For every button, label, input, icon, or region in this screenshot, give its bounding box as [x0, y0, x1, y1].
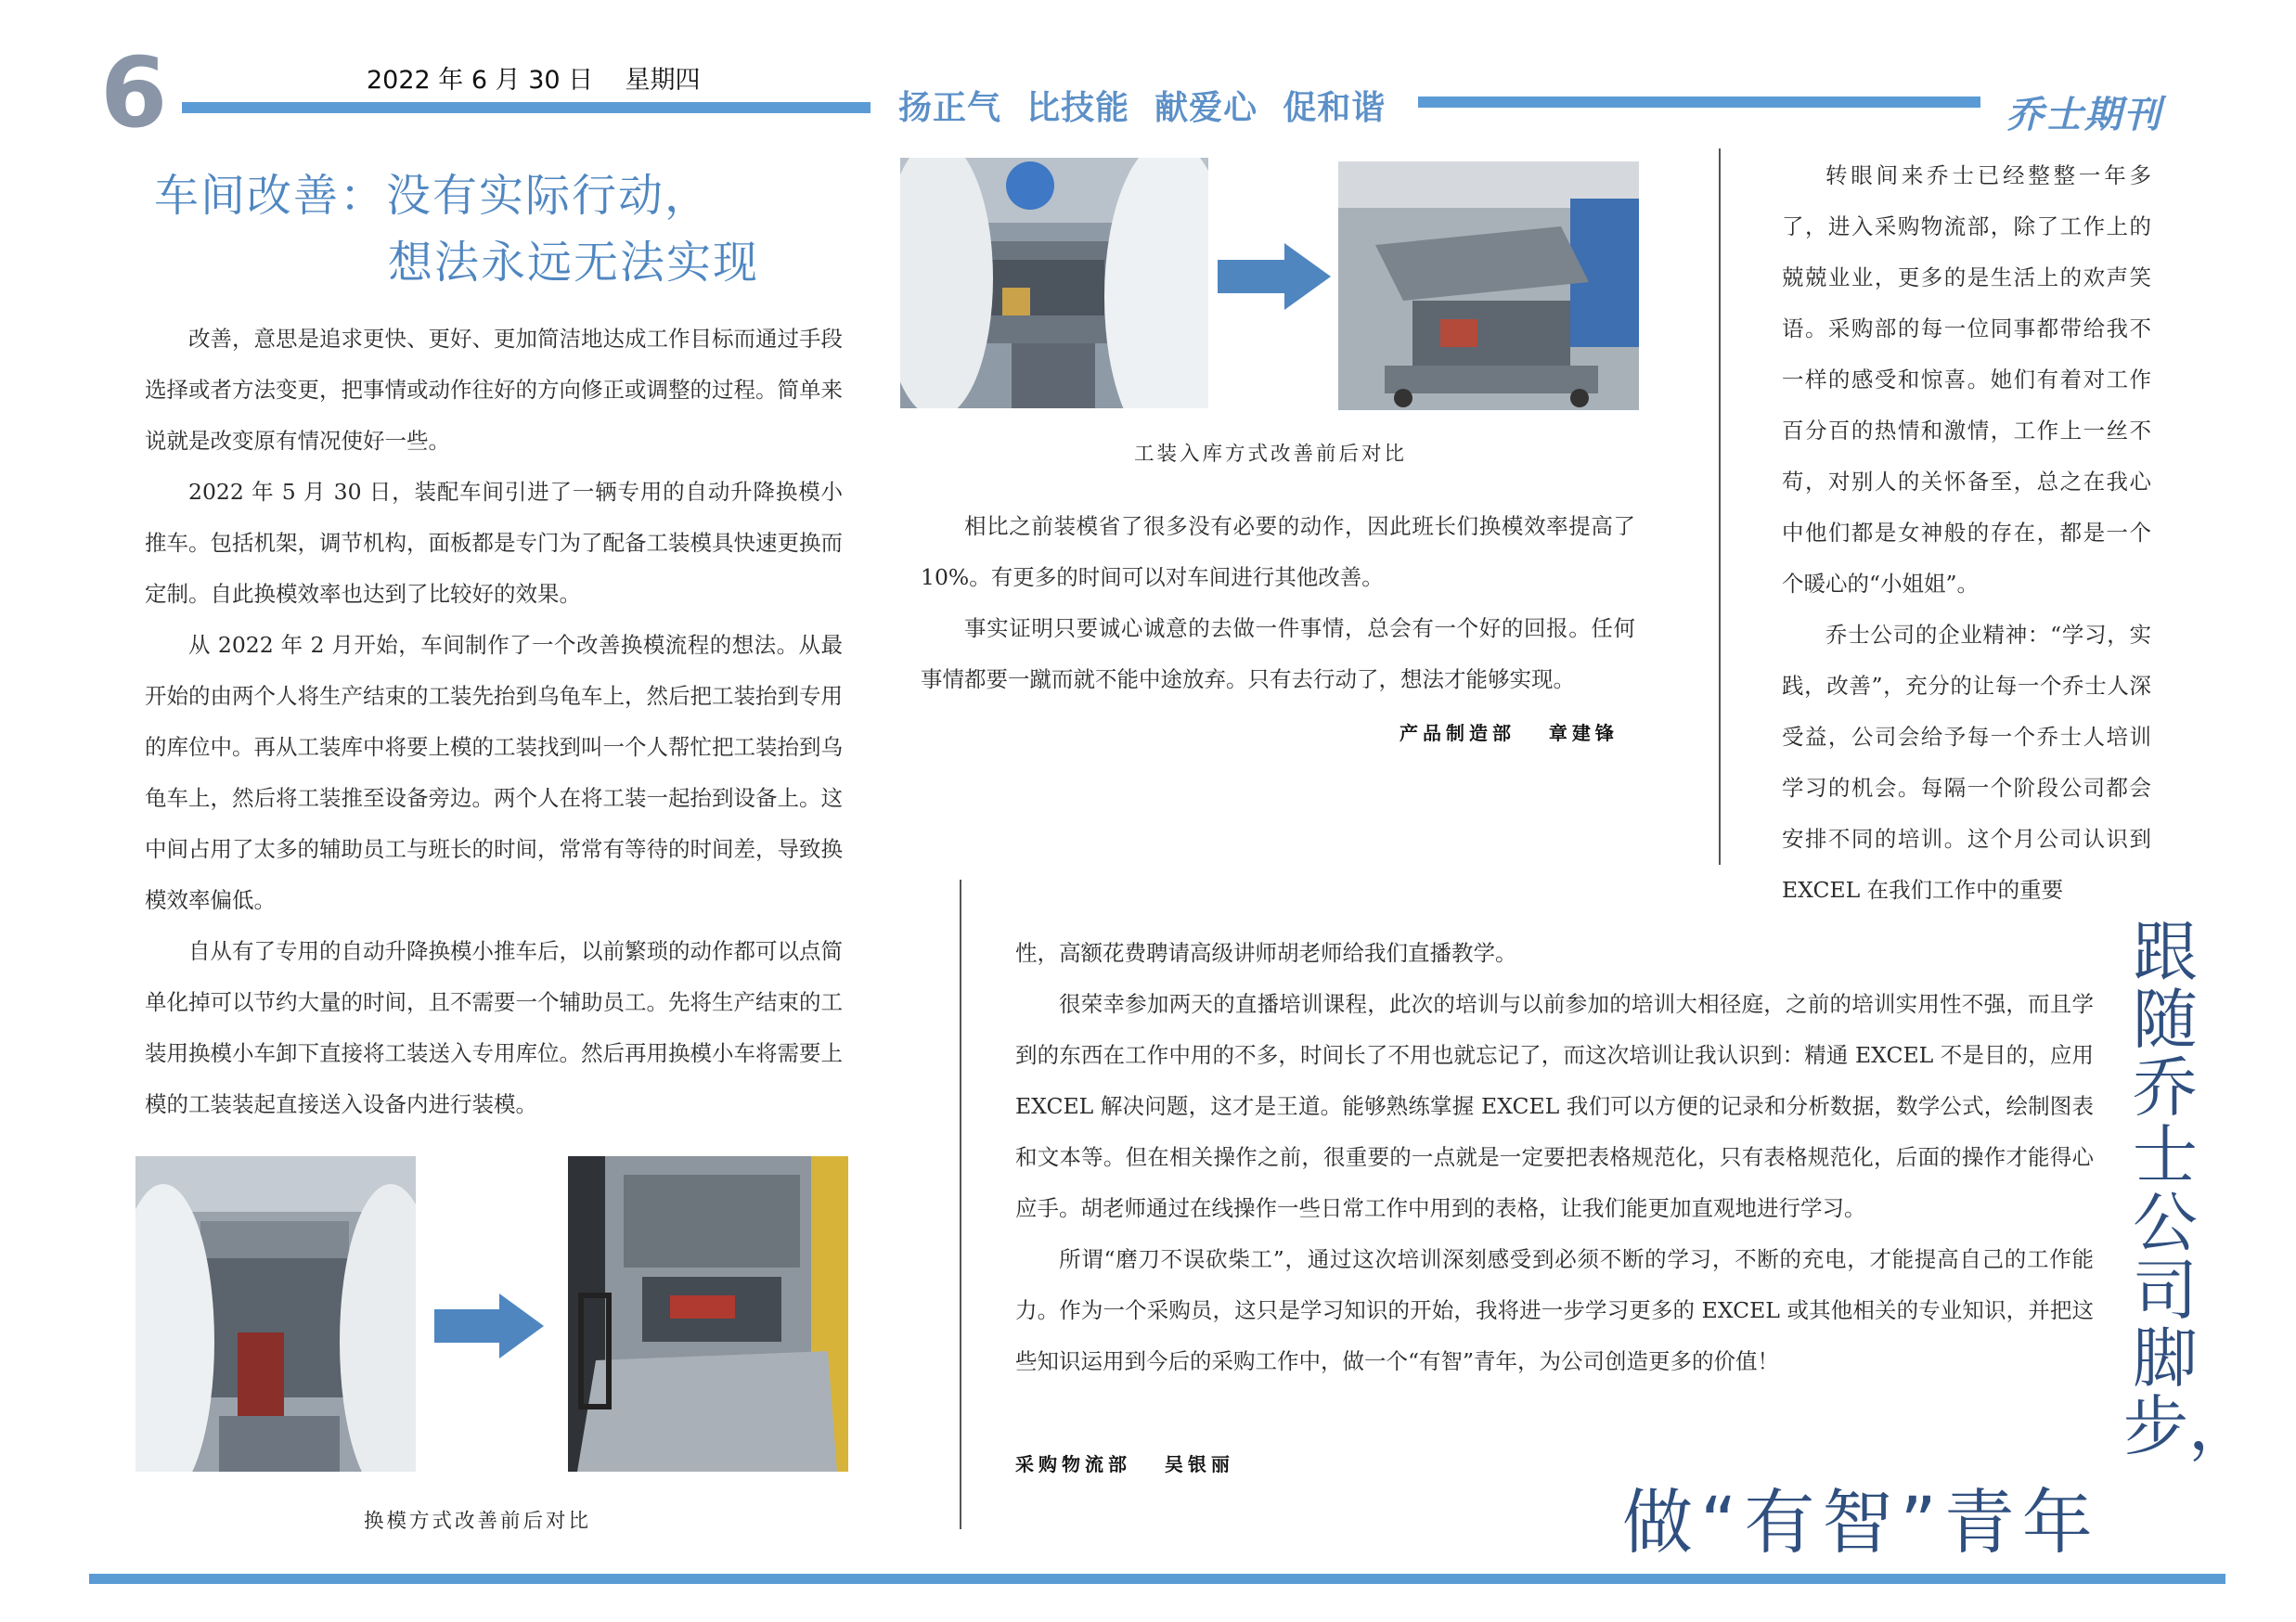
article1-title-line2: 想法永远无法实现 — [388, 237, 760, 289]
article1-paragraph: 2022 年 5 月 30 日，装配车间引进了一辆专用的自动升降换模小推车。包括机架，调节机构，面板都是专门为了配备工装模具快速更换而定制。自此换模效率也达到了比较好的效果。 — [145, 479, 843, 607]
storage-before-photo — [900, 158, 1208, 408]
article2-paragraph: 性，高额花费聘请高级讲师胡老师给我们直播教学。 — [1015, 940, 1517, 966]
footer-bar — [89, 1574, 2225, 1584]
column-divider — [1719, 148, 1721, 865]
article1-continuation — [921, 501, 1635, 705]
article1-paragraph: 改善，意思是追求更快、更好、更加简洁地达成工作目标而通过手段选择或者方法变更，把事情或动作往好的方向修正或调整的过程。简单来说就是改变原有情况使好一些。 — [145, 326, 843, 454]
article2-paragraph: 乔士公司的企业精神：“学习，实践，改善”，充分的让每一个乔士人深受益，公司会给予每一个乔士人培训学习的机会。每隔一个阶段公司都会安排不同的培训。这个月公司认识到 EXCEL 在我们工作中的重要 — [1782, 622, 2151, 903]
article1-signature: 产品制造部 章建锋 — [1400, 722, 1619, 744]
article1-paragraph: 从 2022 年 2 月开始，车间制作了一个改善换模流程的想法。从最开始的由两个人将生产结束的工装先抬到乌龟车上，然后把工装抬到专用的库位中。再从工装库中将要上模的工装找到叫一个人帮忙把工装抬到乌龟车上，然后将工装推至设备旁边。两个人在将工装一起抬到设备上。这中间占用了太多的辅助员工与班长的时间，常常有等待的时间差，导致换模效率偏低。 — [145, 632, 843, 913]
article2-vertical-title: 跟随乔士公司脚步， — [2123, 914, 2253, 1464]
article2-signature: 采购物流部 吴银丽 — [1015, 1453, 1234, 1475]
article1-continuation-paragraph: 相比之前装模省了很多没有必要的动作，因此班长们换模效率提高了 10%。有更多的时间可以对车间进行其他改善。 — [921, 513, 1635, 590]
publication-brand: 乔士期刊 — [2006, 93, 2162, 136]
article1-body — [145, 314, 843, 1130]
column-divider — [960, 880, 961, 1529]
arrow-right-icon — [434, 1294, 544, 1358]
storage-figure-caption: 工装入库方式改善前后对比 — [1134, 443, 1408, 466]
issue-date: 2022 年 6 月 30 日 星期四 — [367, 66, 701, 95]
article2-horizontal-title: 做“有智”青年 — [1622, 1481, 2100, 1564]
article1-title-line1: 车间改善：没有实际行动， — [154, 170, 712, 222]
storage-after-photo — [1338, 161, 1639, 410]
header-slogan: 扬正气 比技能 献爱心 促和谐 — [898, 89, 1387, 127]
article2-bottom-text — [1015, 928, 2094, 1387]
changeover-after-photo — [568, 1156, 848, 1472]
article2-paragraph: 转眼间来乔士已经整整一年多了，进入采购物流部，除了工作上的兢兢业业，更多的是生活上的欢声笑语。采购部的每一位同事都带给我不一样的感受和惊喜。她们有着对工作百分百的热情和激情，工作上一丝不苟，对别人的关怀备至，总之在我心中他们都是女神般的存在，都是一个个暖心的“小姐姐”。 — [1782, 162, 2151, 597]
page-number: 6 — [100, 36, 168, 149]
article1-continuation-paragraph: 事实证明只要诚心诚意的去做一件事情，总会有一个好的回报。任何事情都要一蹴而就不能中途放弃。只有去行动了，想法才能够实现。 — [921, 615, 1635, 692]
article2-top-text — [1782, 150, 2151, 916]
article2-paragraph: 很荣幸参加两天的直播培训课程，此次的培训与以前参加的培训大相径庭，之前的培训实用性不强，而且学到的东西在工作中用的不多，时间长了不用也就忘记了，而这次培训让我认识到：精通 EXCEL 不是目的，应用 EXCEL 解决问题，这才是王道。能够熟练掌握 EXCEL 我们可以方便的记录和分析数据，数学公式，绘制图表和文本等。但在相关操作之前，很重要的一点就是一定要把表格规范化，只有表格规范化，后面的操作才能得心应手。胡老师通过在线操作一些日常工作中用到的表格，让我们能更加直观地进行学习。 — [1015, 991, 2094, 1221]
arrow-right-icon — [1218, 243, 1331, 310]
header-bar-right — [1418, 97, 1980, 108]
changeover-before-photo — [135, 1156, 416, 1472]
article1-paragraph: 自从有了专用的自动升降换模小推车后，以前繁琐的动作都可以点简单化掉可以节约大量的时间，且不需要一个辅助员工。先将生产结束的工装用换模小车卸下直接将工装送入专用库位。然后再用换模小车将需要上模的工装装起直接送入设备内进行装模。 — [145, 938, 843, 1117]
changeover-figure-caption: 换模方式改善前后对比 — [364, 1510, 592, 1533]
article2-paragraph: 所谓“磨刀不误砍柴工”，通过这次培训深刻感受到必须不断的学习，不断的充电，才能提高自己的工作能力。作为一个采购员，这只是学习知识的开始，我将进一步学习更多的 EXCEL 或其他相关的专业知识，并把这些知识运用到今后的采购工作中，做一个“有智”青年，为公司创造更多的价值！ — [1015, 1246, 2094, 1374]
header-bar-left — [182, 102, 871, 113]
